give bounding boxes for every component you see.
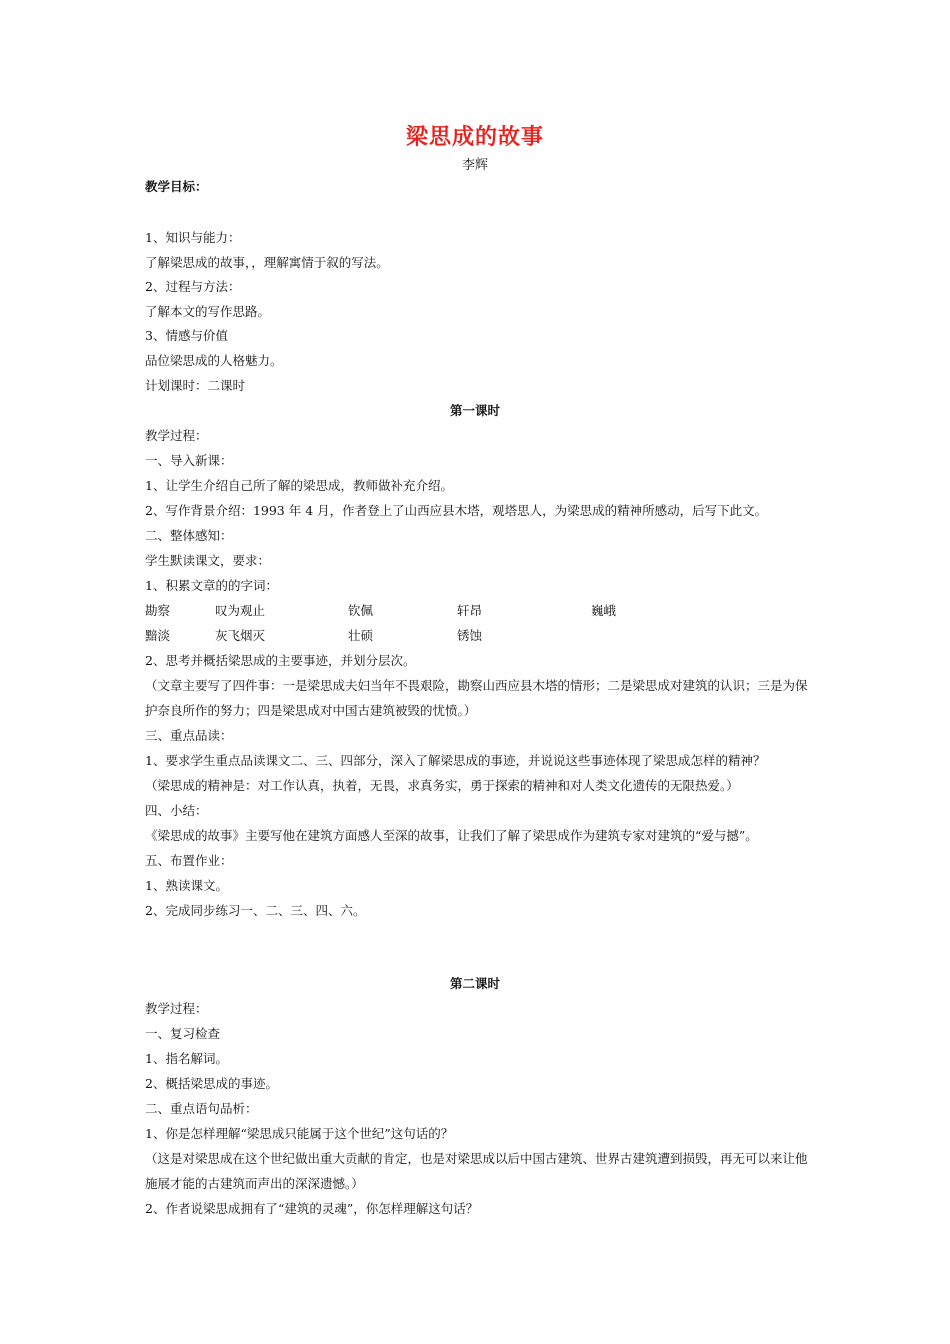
text-line: 了解本文的写作思路。 bbox=[145, 304, 271, 319]
text-line: 五、布置作业： bbox=[145, 853, 233, 868]
vocab-word: 勘察 bbox=[145, 603, 171, 618]
text-line: 2、概括梁思成的事迹。 bbox=[145, 1076, 278, 1091]
text-line: 2、写作背景介绍：1993 年 4 月，作者登上了山西应县木塔，观塔思人，为梁思成的精神所感动，后写下此文。 bbox=[145, 503, 768, 518]
text-line: 2、过程与方法： bbox=[145, 279, 241, 294]
objectives-heading: 教学目标： bbox=[145, 179, 208, 194]
vocab-word: 锈蚀 bbox=[457, 628, 483, 643]
text-line: 教学过程： bbox=[145, 1001, 208, 1016]
text-line: 1、知识与能力： bbox=[145, 230, 241, 245]
text-line: 护奈良所作的努力；四是梁思成对中国古建筑被毁的忧愤。） bbox=[145, 703, 477, 718]
text-line: 计划课时：二课时 bbox=[145, 378, 246, 393]
text-line: 二、整体感知： bbox=[145, 528, 233, 543]
text-line: 二、重点语句品析： bbox=[145, 1101, 258, 1116]
text-line: 1、你是怎样理解“梁思成只能属于这个世纪”这句话的？ bbox=[145, 1126, 454, 1141]
text-line: 教学过程： bbox=[145, 428, 208, 443]
vocab-word: 叹为观止 bbox=[215, 603, 266, 618]
text-line: 1、指名解词。 bbox=[145, 1051, 228, 1066]
text-line: 1、熟读课文。 bbox=[145, 878, 228, 893]
text-line: 四、小结： bbox=[145, 803, 208, 818]
text-line: 2、思考并概括梁思成的主要事迹，并划分层次。 bbox=[145, 653, 416, 668]
vocab-word: 巍峨 bbox=[591, 603, 617, 618]
text-line: 施展才能的古建筑而声出的深深遗憾。） bbox=[145, 1176, 364, 1191]
text-line: 了解梁思成的故事，，理解寓情于叙的写法。 bbox=[145, 255, 389, 270]
vocab-word: 灰飞烟灭 bbox=[215, 628, 266, 643]
text-line: 1、要求学生重点品读课文二、三、四部分，深入了解梁思成的事迹，并说说这些事迹体现了梁思成怎样的精神？ bbox=[145, 753, 766, 768]
text-line: （这是对梁思成在这个世纪做出重大贡献的肯定，也是对梁思成以后中国古建筑、世界古建筑遭到损毁，再无可以来让他 bbox=[145, 1151, 808, 1166]
text-line: 品位梁思成的人格魅力。 bbox=[145, 353, 283, 368]
lesson2-heading: 第二课时 bbox=[449, 976, 500, 991]
text-line: 2、完成同步练习一、二、三、四、六。 bbox=[145, 903, 366, 918]
text-line: 《梁思成的故事》主要写他在建筑方面感人至深的故事，让我们了解了梁思成作为建筑专家对建筑的“爱与撼”。 bbox=[145, 828, 758, 843]
text-line: 学生默读课文，要求： bbox=[145, 553, 271, 568]
vocab-word: 壮硕 bbox=[348, 628, 374, 643]
text-line: 1、让学生介绍自己所了解的梁思成，教师做补充介绍。 bbox=[145, 478, 453, 493]
text-line: 1、积累文章的的字词： bbox=[145, 578, 278, 593]
vocab-word: 轩昂 bbox=[457, 603, 483, 618]
text-line: 3、情感与价值 bbox=[145, 328, 228, 343]
author-name: 李辉 bbox=[461, 158, 488, 173]
text-line: 2、作者说梁思成拥有了“建筑的灵魂”，你怎样理解这句话？ bbox=[145, 1201, 479, 1216]
text-line: 三、重点品读： bbox=[145, 728, 233, 743]
text-line: （文章主要写了四件事：一是梁思成夫妇当年不畏艰险，勘察山西应县木塔的情形；二是梁思成对建筑的认识；三是为保 bbox=[145, 678, 808, 693]
text-line: 一、复习检查 bbox=[145, 1026, 221, 1041]
lesson1-heading: 第一课时 bbox=[449, 403, 500, 418]
text-line: （梁思成的精神是：对工作认真，执着，无畏，求真务实，勇于探索的精神和对人类文化遗传的无限热爱。） bbox=[145, 778, 739, 793]
vocab-word: 钦佩 bbox=[348, 603, 374, 618]
document-title: 梁思成的故事 bbox=[405, 124, 544, 150]
vocab-word: 黯淡 bbox=[145, 628, 171, 643]
text-line: 一、导入新课： bbox=[145, 453, 233, 468]
